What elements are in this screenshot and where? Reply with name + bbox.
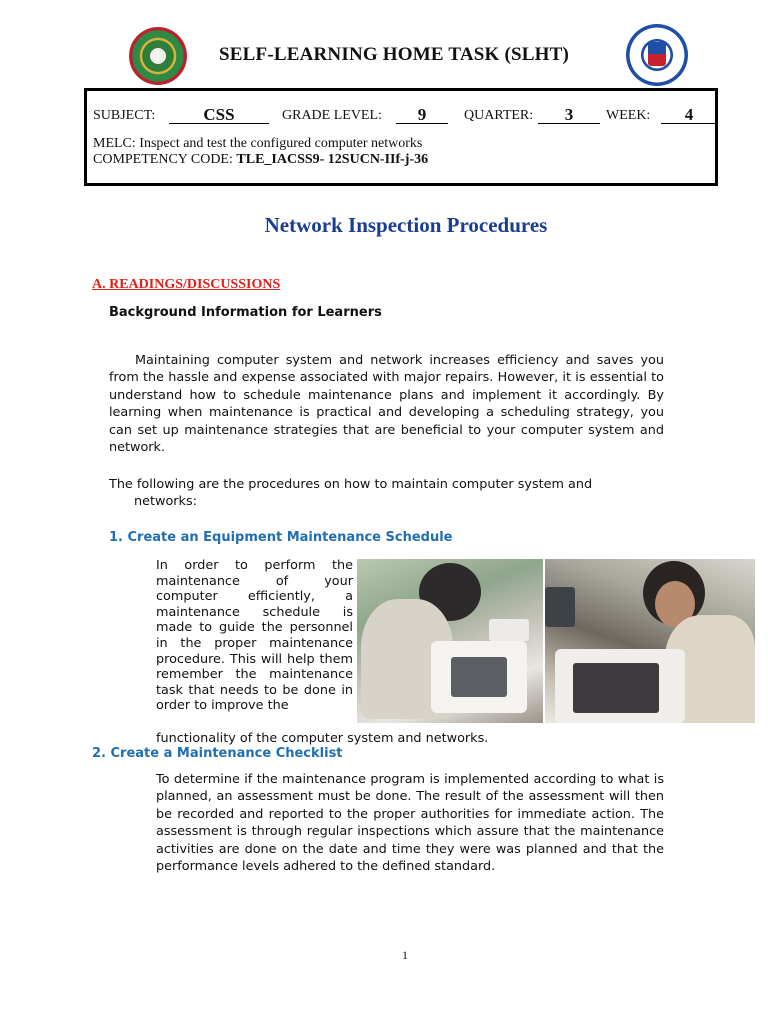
maintenance-photo [357, 559, 755, 723]
week-value: 4 [661, 106, 717, 124]
page-heading: Network Inspection Procedures [264, 213, 548, 237]
subject-value: CSS [169, 106, 269, 124]
intro-paragraph: Maintaining computer system and network increases efficiency and saves you from the hassle and expense associated with major repairs. However, it is essential to understand how to schedule maintenance plans and implement it accordingly. By learning when maintenance is practical and developing a scheduling strategy, you can set up maintenance strategies that are beneficial to your computer system and network. [109, 353, 664, 456]
melc-text: MELC: Inspect and test the configured computer networks [93, 136, 423, 151]
technician-photo-left [357, 559, 543, 723]
step-2-text: To determine if the maintenance program is implemented according to what is planned, an assessment must be done. The result of the assessment will then be recorded and reported to the proper authorities for immediate action. The assessment is through regular inspections which assure that the maintenance activities are done on the date and time they were was planned and that the performance levels adhered to the defined standard. [156, 772, 664, 875]
procedures-intro-line: The following are the procedures on how to maintain computer system and [109, 477, 593, 492]
subject-row [93, 106, 713, 128]
competency-label: COMPETENCY CODE: [93, 152, 233, 167]
grade-level-value: 9 [396, 106, 448, 124]
procedures-intro-line: networks: [134, 494, 197, 510]
step-1-text: In order to perform the maintenance of your computer efficiently, a maintenance schedule is made to guide the personnel in the proper maintenance procedure. This will help them remember the maintenance task that needs to be done in order to improve the [156, 558, 353, 714]
competency-row [93, 152, 428, 168]
deped-seal-icon [626, 24, 688, 86]
procedures-intro [109, 476, 669, 511]
background-title: Background Information for Learners [109, 305, 382, 320]
quarter-value: 3 [538, 106, 600, 124]
competency-code: TLE_IACSS9- 12SUCN-IIf-j-36 [236, 152, 429, 167]
school-seal-icon [129, 27, 187, 85]
week-label: WEEK: [606, 108, 651, 123]
step-2-title: 2. Create a Maintenance Checklist [92, 746, 343, 761]
step-1-text-tail: functionality of the computer system and networks. [156, 731, 489, 746]
subject-label: SUBJECT: [93, 108, 156, 123]
grade-level-label: GRADE LEVEL: [282, 108, 382, 123]
quarter-label: QUARTER: [464, 108, 534, 123]
section-heading: A. READINGS/DISCUSSIONS [92, 277, 281, 292]
document-title: SELF-LEARNING HOME TASK (SLHT) [219, 44, 569, 65]
subject-info-box [84, 88, 718, 186]
technician-photo-right [545, 559, 755, 723]
page-number: 1 [402, 948, 408, 962]
step-1-title: 1. Create an Equipment Maintenance Schedule [109, 530, 453, 545]
